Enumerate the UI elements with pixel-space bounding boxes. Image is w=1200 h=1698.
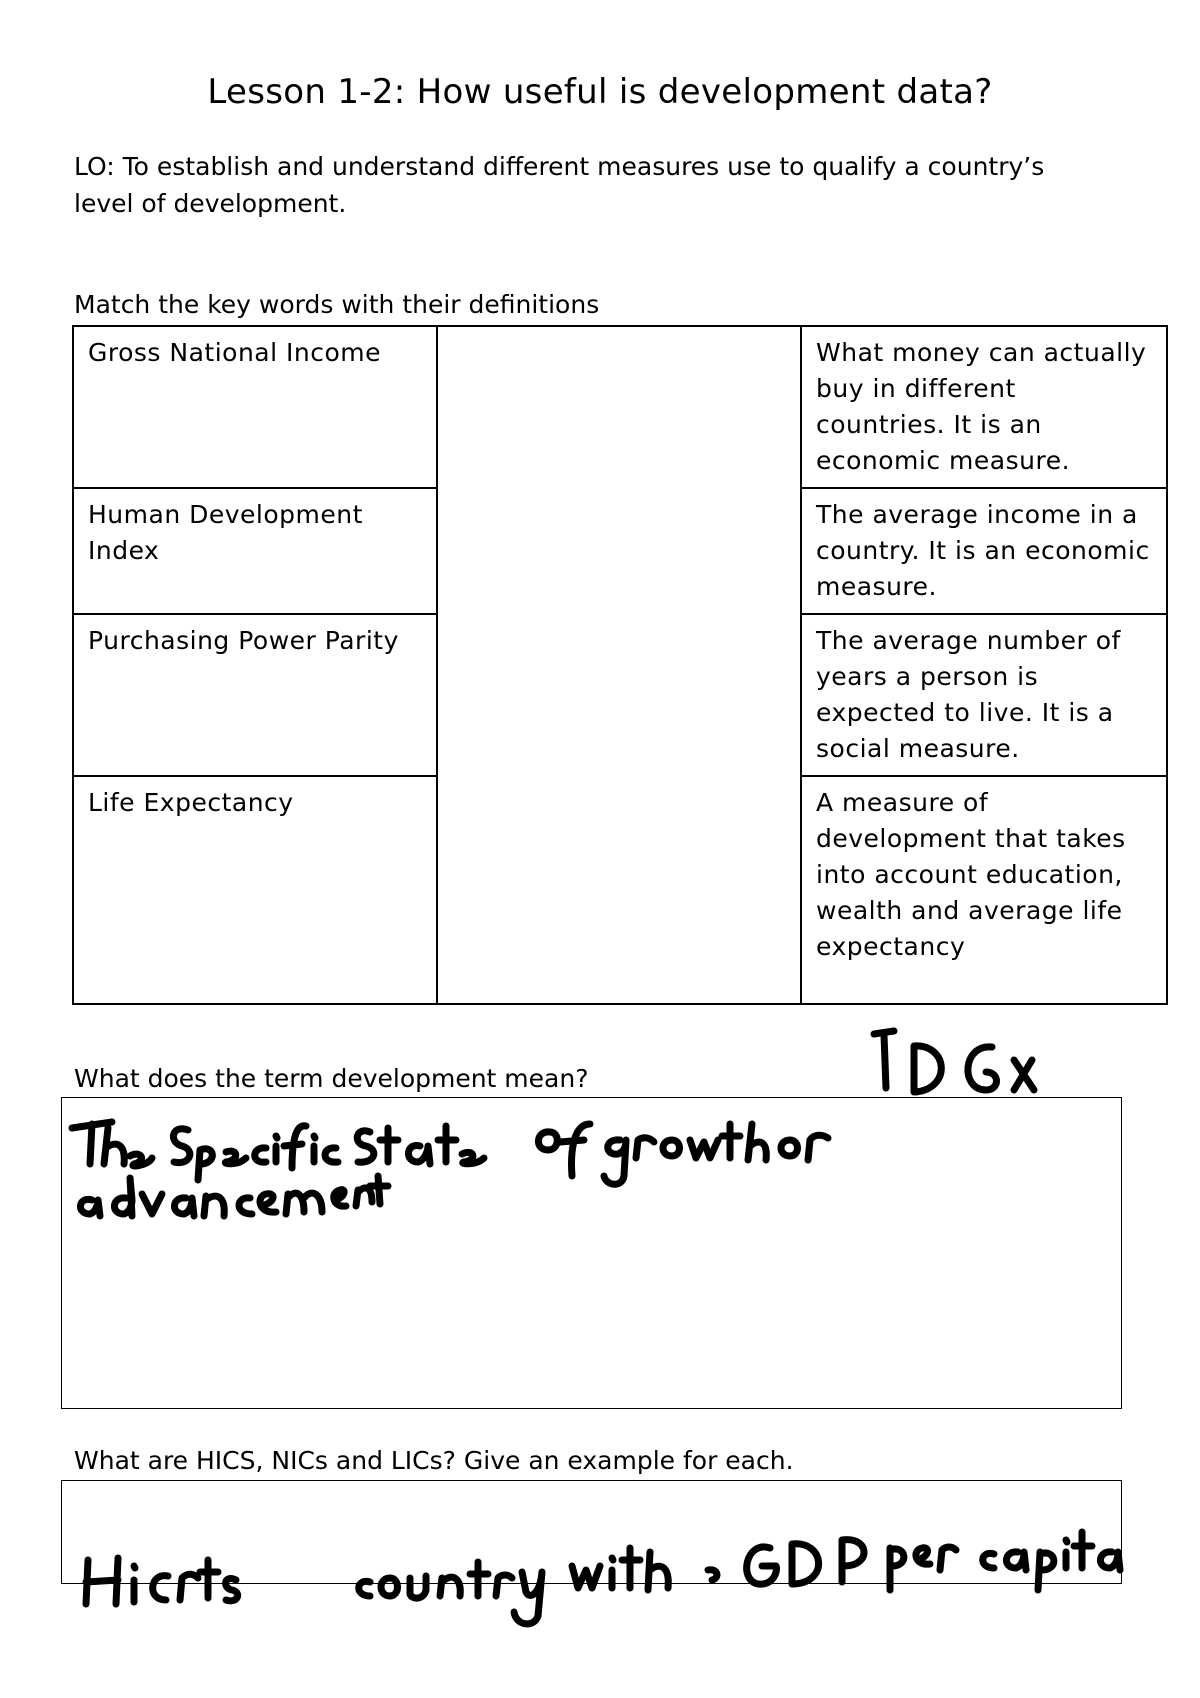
match-instruction: Match the key words with their definitions [74,290,600,319]
handwritten-margin-note [874,1031,1034,1092]
question-hics-nics-lics: What are HICS, NICs and LICs? Give an example for each. [74,1446,794,1475]
definition-cell: A measure of development that takes into account education, wealth and average life expectancy [801,776,1167,1004]
term-cell: Gross National Income [73,326,437,488]
term-cell: Purchasing Power Parity [73,614,437,776]
handwritten-answer-hics [86,1532,1120,1624]
definition-cell: The average number of years a person is expected to live. It is a social measure. [801,614,1167,776]
term-cell: Human Development Index [73,488,437,614]
definition-cell: The average income in a country. It is an economic measure. [801,488,1167,614]
page-title: Lesson 1-2: How useful is development data? [207,72,993,112]
question-development: What does the term development mean? [74,1064,589,1093]
handwritten-answer-development [72,1122,828,1216]
definition-cell: What money can actually buy in different countries. It is an economic measure. [801,326,1167,488]
term-cell: Life Expectancy [73,776,437,1004]
learning-objective: LO: To establish and understand different measures use to qualify a country’s level of development. [74,152,1045,218]
